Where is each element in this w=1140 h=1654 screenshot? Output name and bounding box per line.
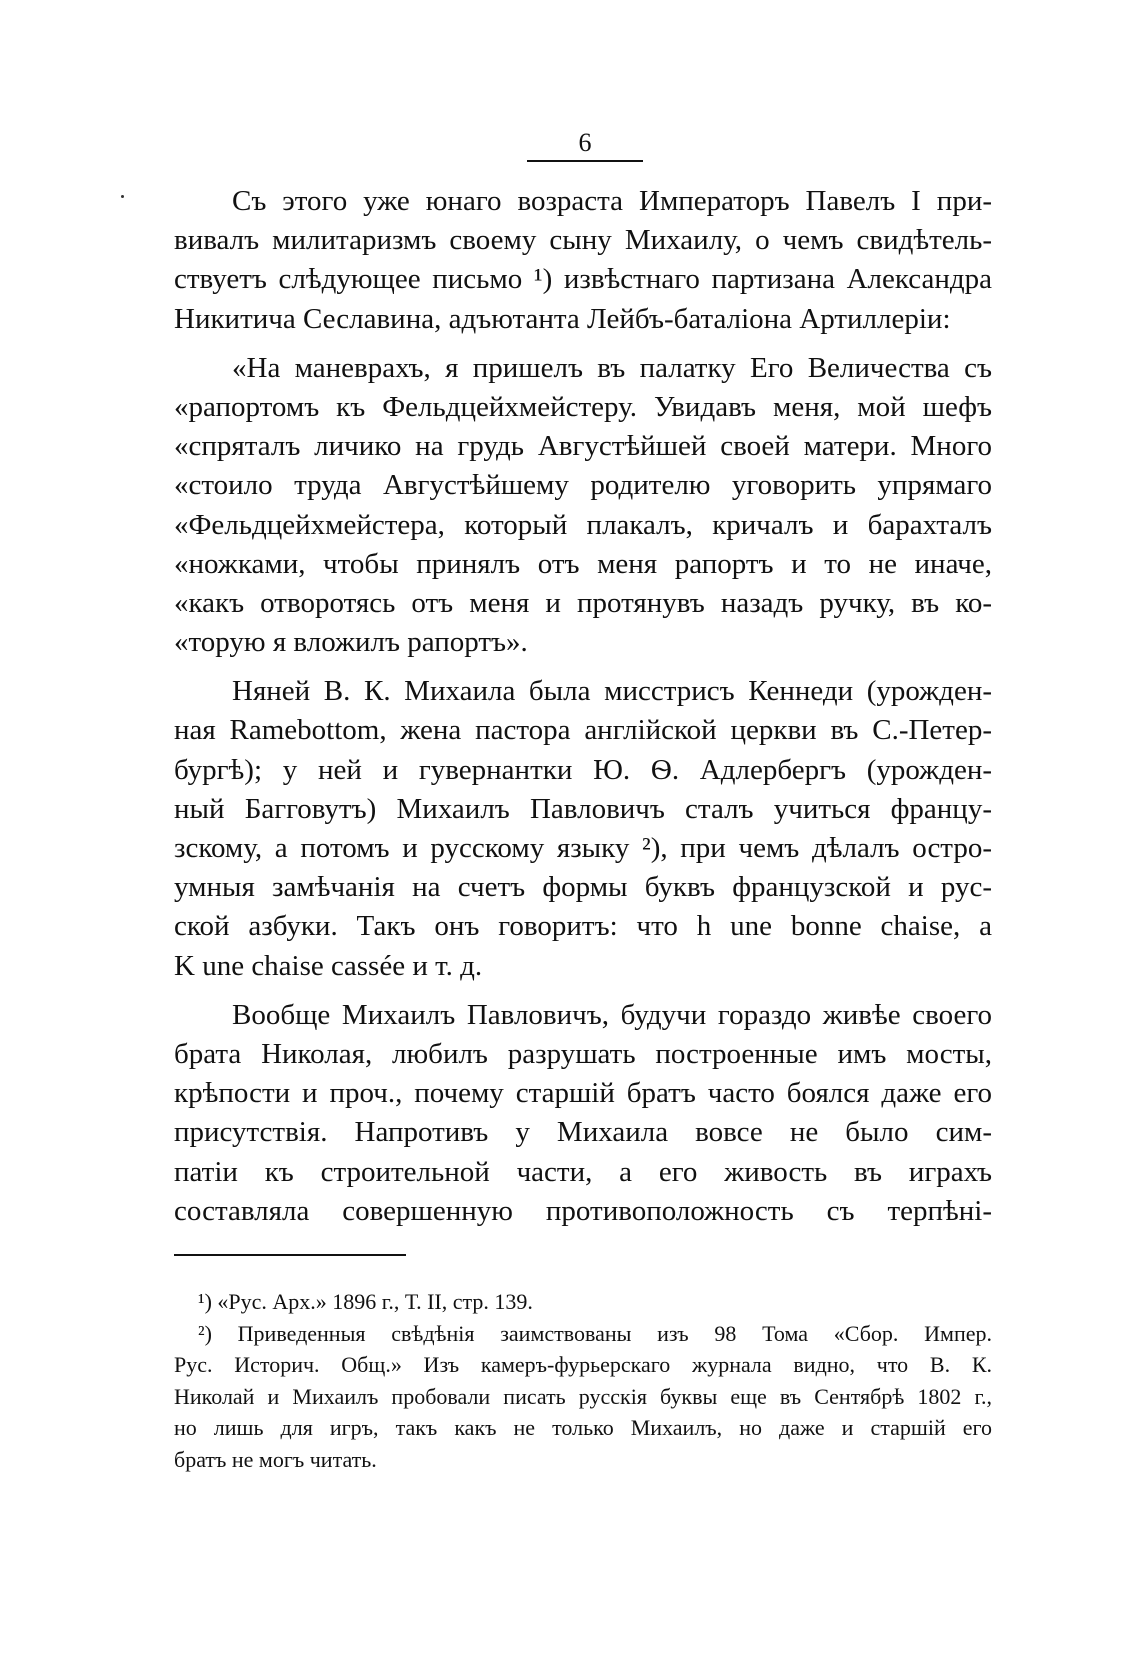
text-line: присутствія. Напротивъ у Михаила вовсе не было сим- — [174, 1116, 992, 1149]
footnote-line: братъ не могъ читать. — [174, 1446, 377, 1472]
footnote-line: ¹) «Рус. Арх.» 1896 г., Т. II, стр. 139. — [198, 1289, 533, 1314]
footnote-1 — [174, 1286, 992, 1318]
text-line: ствуетъ слѣдующее письмо ¹) извѣстнаго партизана Александра — [174, 263, 992, 296]
text-line: крѣпости и проч., почему старшій братъ часто боялся даже его — [174, 1077, 992, 1110]
text-line: патіи къ строительной части, а его живость въ играхъ — [174, 1155, 992, 1188]
text-line: «ножками, чтобы принялъ отъ меня рапортъ и то не иначе, — [174, 547, 992, 580]
text-line: вивалъ милитаризмъ своему сыну Михаилу, о чемъ свидѣтель- — [174, 224, 992, 257]
text-line: умныя замѣчанія на счетъ формы буквъ французской и рус- — [174, 871, 992, 904]
paragraph-2-quotation — [174, 349, 992, 663]
text-line: ской азбуки. Такъ онъ говоритъ: что h une bonne chaise, а — [174, 910, 992, 943]
text-line: «стоило труда Августѣйшему родителю уговорить упрямаго — [174, 469, 992, 502]
footnote-line: но лишь для игръ, такъ какъ не только Михаилъ, но даже и старшій его — [174, 1415, 992, 1440]
text-line: «На маневрахъ, я пришелъ въ палатку Его Величества съ — [232, 351, 992, 384]
paragraph-1 — [174, 182, 992, 339]
paragraph-4 — [174, 996, 992, 1231]
text-line: «какъ отворотясь отъ меня и протянувъ назадъ ручку, въ ко- — [174, 586, 992, 619]
footnote-line: Николай и Михаилъ пробовали писать русскія буквы еще въ Сентябрѣ 1802 г., — [174, 1383, 992, 1409]
text-line: ная Ramebottom, жена пастора англійской церкви въ С.-Петер- — [174, 714, 992, 747]
paragraph-3 — [174, 672, 992, 986]
print-speck — [121, 195, 124, 198]
text-line: Няней В. К. Михаила была мисстрисъ Кеннеди (урожден- — [232, 675, 992, 708]
footnote-line: Рус. Историч. Общ.» Изъ камеръ-фурьерскаго журнала видно, что В. К. — [174, 1352, 992, 1377]
page-number: 6 — [578, 128, 592, 157]
text-line: брата Николая, любилъ разрушать построенные имъ мосты, — [174, 1037, 992, 1070]
body-text — [174, 182, 992, 1231]
text-line: бургѣ); у ней и гувернантки Ю. Ѳ. Адлербергъ (урожден- — [174, 753, 992, 786]
text-line: Съ этого уже юнаго возраста Императоръ Павелъ I при- — [232, 185, 992, 217]
text-line: «рапортомъ къ Фельдцейхмейстеру. Увидавъ меня, мой шефъ — [174, 390, 992, 423]
footnotes — [174, 1286, 992, 1475]
text-line: «Фельдцейхмейстера, который плакалъ, кричалъ и барахталъ — [174, 508, 992, 541]
text-line: «торую я вложилъ рапортъ». — [174, 626, 528, 659]
text-line: ный Багговутъ) Михаилъ Павловичъ сталъ учиться францу- — [174, 792, 992, 825]
text-line: составляла совершенную противоположность съ терпѣні- — [174, 1194, 992, 1227]
footnote-2 — [174, 1318, 992, 1476]
text-line: зскому, а потомъ и русскому языку ²), при чемъ дѣлалъ остро- — [174, 832, 992, 864]
footnote-separator — [174, 1254, 406, 1256]
footnote-line: ²) Приведенныя свѣдѣнія заимствованы изъ 98 Тома «Сбор. Импер. — [198, 1320, 992, 1346]
page-number-underline — [527, 160, 643, 162]
text-line: Вообще Михаилъ Павловичъ, будучи гораздо живѣе своего — [232, 998, 992, 1031]
text-line: Никитича Сеславина, адъютанта Лейбъ-баталіона Артиллеріи: — [174, 302, 951, 335]
text-line: K une chaise cassée и т. д. — [174, 949, 483, 982]
text-line: «спряталъ личико на грудь Августѣйшей своей матери. Много — [174, 430, 992, 463]
